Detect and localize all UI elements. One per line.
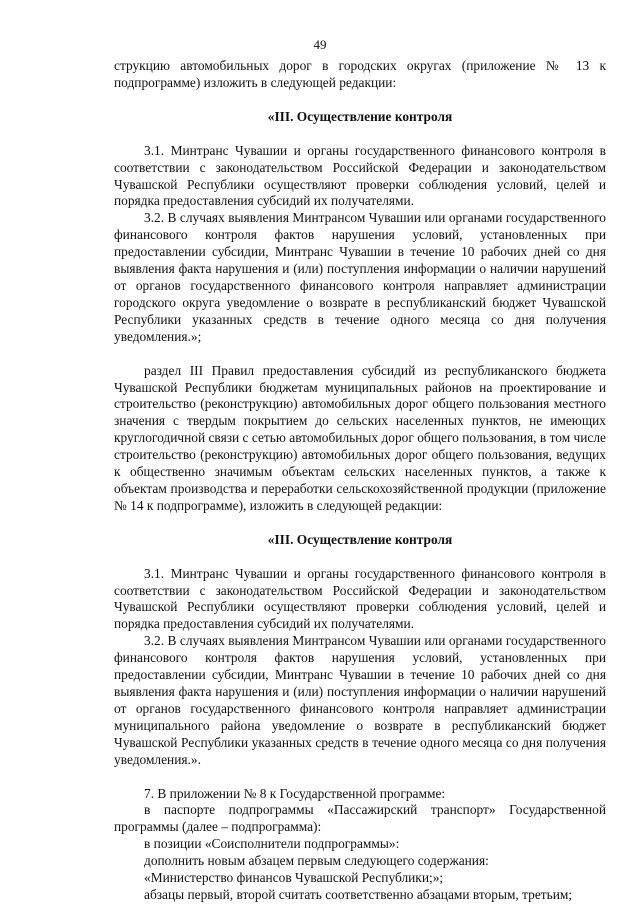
paragraph-3-1-first: 3.1. Минтранс Чувашии и органы государственного финансового контроля в соответствии с законодательством Российской Федерации и законодательством Чувашской Республики осуществляют проверки соблюдения условий, целей и порядка предоставления субсидий их получателями.	[114, 142, 606, 209]
document-body	[114, 58, 606, 904]
paragraph-3-2-first: 3.2. В случаях выявления Минтрансом Чувашии или органами государственного финансового контроля фактов нарушения условий, установленных при предоставлении субсидии, Минтранс Чувашии в течение 10 рабочих дней со дня выявления факта нарушения и (или) поступления информации о наличии нарушений от органов государственного финансового контроля направляет администрации городского округа уведомление о возврате в республиканский бюджет Чувашской Республики указанных средств в течение одного месяца со дня получения уведомления.»;	[114, 210, 606, 344]
paragraph-passport: в паспорте подпрограммы «Пассажирский транспорт» Государственной программы (далее – подпрограмма):	[114, 802, 606, 835]
paragraph-continuation: струкцию автомобильных дорог в городских округах (приложение № 13 к подпрограмме) изложить в следующей редакции:	[114, 58, 606, 90]
paragraph-position: в позиции «Соисполнители подпрограммы»:	[144, 836, 400, 852]
paragraph-ministry: «Министерство финансов Чувашской Республики;»;	[144, 870, 444, 886]
paragraph-item-7: 7. В приложении № 8 к Государственной программе:	[144, 785, 446, 801]
paragraph-renumber: абзацы первый, второй считать соответственно абзацами вторым, третьим;	[144, 886, 573, 902]
paragraph-3-2-second: 3.2. В случаях выявления Минтрансом Чувашии или органами государственного финансового контроля фактов нарушения условий, установленных при предоставлении субсидии, Минтранс Чувашии в течение 10 рабочих дней со дня выявления факта нарушения и (или) поступления информации о наличии нарушений от органов государственного финансового контроля направляет администрации муниципального района уведомление о возврате в республиканский бюджет Чувашской Республики указанных средств в течение одного месяца со дня получения уведомления.».	[114, 633, 606, 767]
section-heading-2: «III. Осуществление контроля	[267, 531, 453, 547]
section-heading-1: «III. Осуществление контроля	[267, 108, 453, 124]
page-number: 49	[313, 37, 327, 52]
paragraph-section-iii-rules: раздел III Правил предоставления субсидий из республиканского бюджета Чувашской Республики бюджетам муниципальных районов на проектирование и строительство (реконструкцию) автомобильных дорог общего пользования местного значения с твердым покрытием до сельских населенных пунктов, не имеющих круглогодичной связи с сетью автомобильных дорог общего пользования, в том числе строительство (реконструкцию) автомобильных дорог общего пользования, ведущих к общественно значимым объектам сельских населенных пунктов, а также к объектам производства и переработки сельскохозяйственной продукции (приложение № 14 к подпрограмме), изложить в следующей редакции:	[114, 362, 606, 513]
paragraph-3-1-second: 3.1. Минтранс Чувашии и органы государственного финансового контроля в соответствии с законодательством Российской Федерации и законодательством Чувашской Республики осуществляют проверки соблюдения условий, целей и порядка предоставления субсидий их получателями.	[114, 565, 606, 632]
paragraph-add-new: дополнить новым абзацем первым следующего содержания:	[144, 853, 489, 869]
